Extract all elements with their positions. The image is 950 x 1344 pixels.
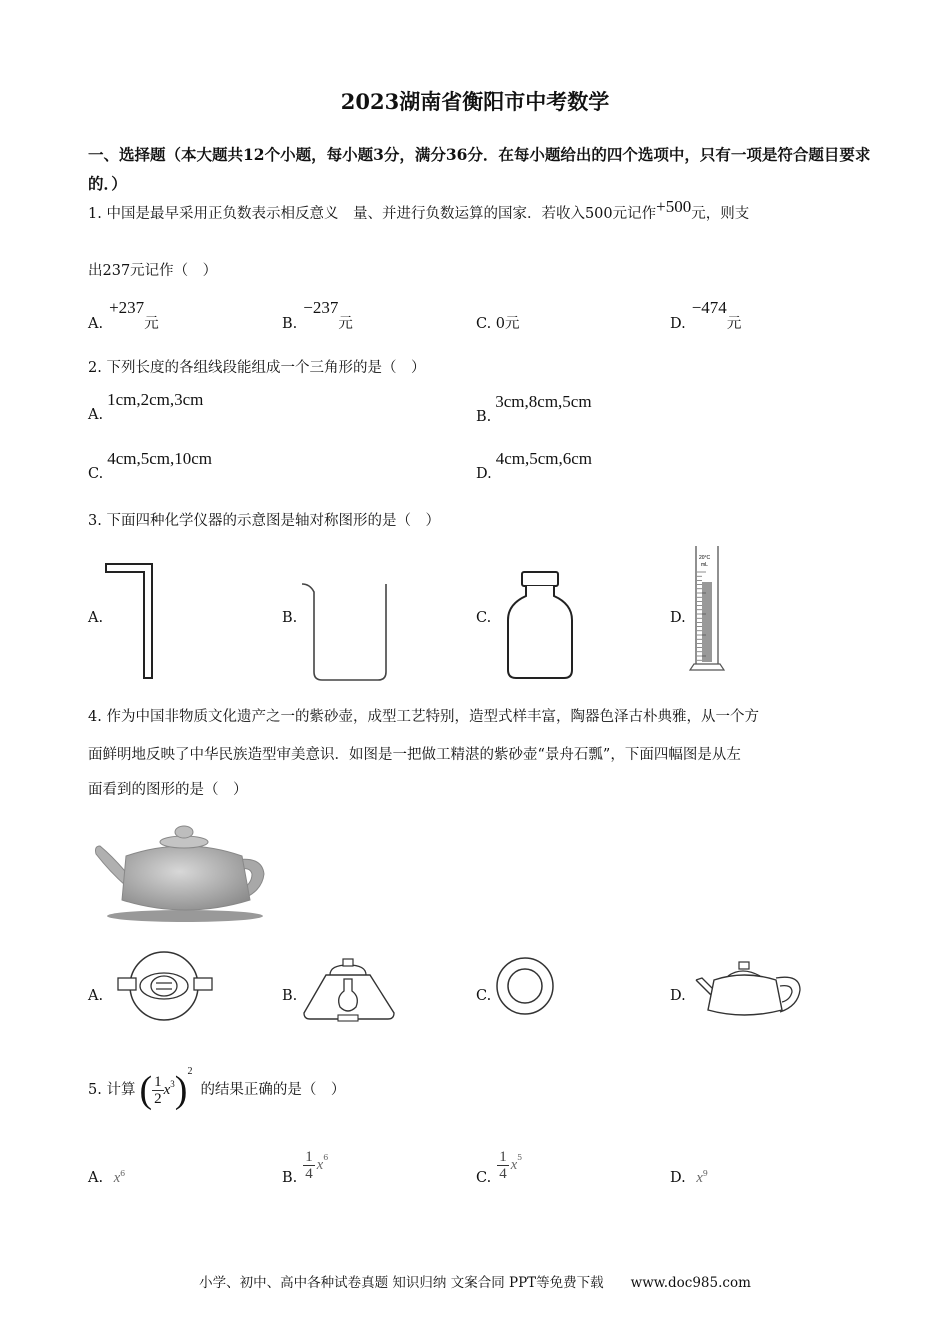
q5-frac-den: 2 [154,1090,162,1107]
option-var: x [696,1169,703,1186]
option-math: 4cm,5cm,6cm [495,449,593,468]
graduated-cylinder-image [690,542,730,682]
q4-option-d-label[interactable]: D. [670,988,686,1004]
option-exp: 6 [323,1152,329,1162]
option-label: C. [88,466,104,482]
option-unit: 元 [338,316,353,332]
q5-var: x [163,1082,171,1098]
teapot-top-view-image [116,948,216,1028]
q5-option-a[interactable] [88,1169,125,1187]
q3-option-b-label[interactable]: B. [282,610,298,626]
q5-option-c[interactable] [476,1144,522,1186]
q2-option-c[interactable] [88,449,212,482]
section-heading: 一、选择题（本大题共12个小题，每小题3分，满分36分．在每小题给出的四个选项中，只有一项是符合题目要求的．） [88,145,871,193]
q3-option-d-label[interactable]: D. [670,610,686,626]
option-label: A. [88,316,104,332]
question-4-line-1: 4. 作为中国非物质文化遗产之一的紫砂壶，成型工艺特别，造型式样丰富，陶器色泽古朴典雅，从一个方 [88,709,759,725]
option-math: 1cm,2cm,3cm [107,390,204,409]
option-label: C. [476,316,492,332]
option-frac-num: 1 [499,1148,507,1165]
option-var: x [316,1156,324,1173]
option-label: B. [282,1170,298,1186]
q2-option-b[interactable] [476,392,592,425]
beaker-image [298,578,388,683]
question-1-line-2: 出237元记作（ ） [88,263,218,279]
q5-fraction [152,1074,164,1107]
option-label: C. [476,1170,492,1186]
option-unit: 元 [726,316,742,332]
q5-option-d[interactable] [670,1169,708,1187]
bent-tube-image [100,558,160,683]
option-var: x [510,1156,518,1173]
q4-option-b-label[interactable]: B. [282,988,298,1004]
q2-option-d[interactable] [476,449,593,482]
q1-option-c[interactable] [476,312,520,333]
question-1-line-1 [88,197,750,224]
q5-option-b[interactable] [282,1144,328,1186]
q3-option-c-label[interactable]: C. [476,610,492,626]
option-unit: 元 [144,316,159,332]
q5-suffix: 的结果正确的是（ ） [200,1082,346,1098]
q2-option-a[interactable] [88,390,204,423]
bottle-image [502,568,578,683]
q1-stem-text: 1. 中国是最早采用正负数表示相反意义 量、并进行负数运算的国家．若收入500元记作 [88,206,657,222]
option-label: B. [476,409,492,425]
option-fraction [303,1149,315,1182]
q5-outer-exp: 2 [187,1066,193,1077]
teapot-bottom-view-image [495,956,557,1018]
left-paren-glyph: ( [139,1069,153,1111]
q5-prefix: 5. 计算 [88,1082,136,1098]
option-frac-den: 4 [499,1165,507,1182]
option-text: 0元 [495,316,520,332]
option-label: D. [476,466,492,482]
option-label: B. [282,316,298,332]
q1-option-d[interactable] [670,297,742,332]
option-label: A. [88,1169,104,1186]
question-3-stem: 3. 下面四种化学仪器的示意图是轴对称图形的是（ ） [88,513,440,529]
q1-option-a[interactable] [88,297,159,332]
option-exp: 5 [517,1152,523,1162]
q4-option-a-label[interactable]: A. [88,988,104,1004]
q1-stem-end: 元，则支 [691,206,750,222]
option-var: x [113,1169,121,1186]
option-math: −474 [691,298,727,317]
option-frac-num: 1 [305,1148,313,1165]
question-4-line-2: 面鲜明地反映了中华民族造型审美意识．如图是一把做工精湛的紫砂壶“景舟石瓢”，下面四幅图是从左 [88,747,741,763]
option-math: 4cm,5cm,10cm [107,449,212,468]
q4-option-c-label[interactable]: C. [476,988,492,1004]
option-label: D. [670,1169,686,1186]
q5-inner-exp: 3 [170,1079,175,1089]
teapot-side-view-image [300,955,400,1025]
page-title: 2023湖南省衡阳市中考数学 [340,89,610,114]
option-math: +237 [109,298,145,317]
q5-frac-num: 1 [154,1073,162,1090]
q3-option-a-label[interactable]: A. [88,610,104,626]
option-fraction [497,1149,509,1182]
option-label: D. [670,316,686,332]
question-4-line-3: 面看到的图形的是（ ） [88,782,248,798]
q1-option-b[interactable] [282,297,353,332]
option-math: 3cm,8cm,5cm [495,392,592,411]
cylinder-unit-label: mL [701,562,708,568]
cylinder-temp-label: 20°C [699,555,711,561]
page-footer: 小学、初中、高中各种试卷真题 知识归纳 文案合同 PPT等免费下载 www.doc985.com [199,1275,751,1291]
option-exp: 9 [702,1169,708,1178]
q1-math-value: +500 [656,197,692,216]
question-5-stem [88,1066,346,1111]
option-exp: 6 [120,1169,126,1178]
question-2-stem: 2. 下列长度的各组线段能组成一个三角形的是（ ） [88,360,426,376]
right-paren-glyph: ) [174,1069,188,1111]
option-math: −237 [303,298,339,317]
teapot-front-view-image [694,958,806,1020]
teapot-photo [90,816,270,924]
option-frac-den: 4 [305,1165,313,1182]
option-label: A. [88,407,104,423]
